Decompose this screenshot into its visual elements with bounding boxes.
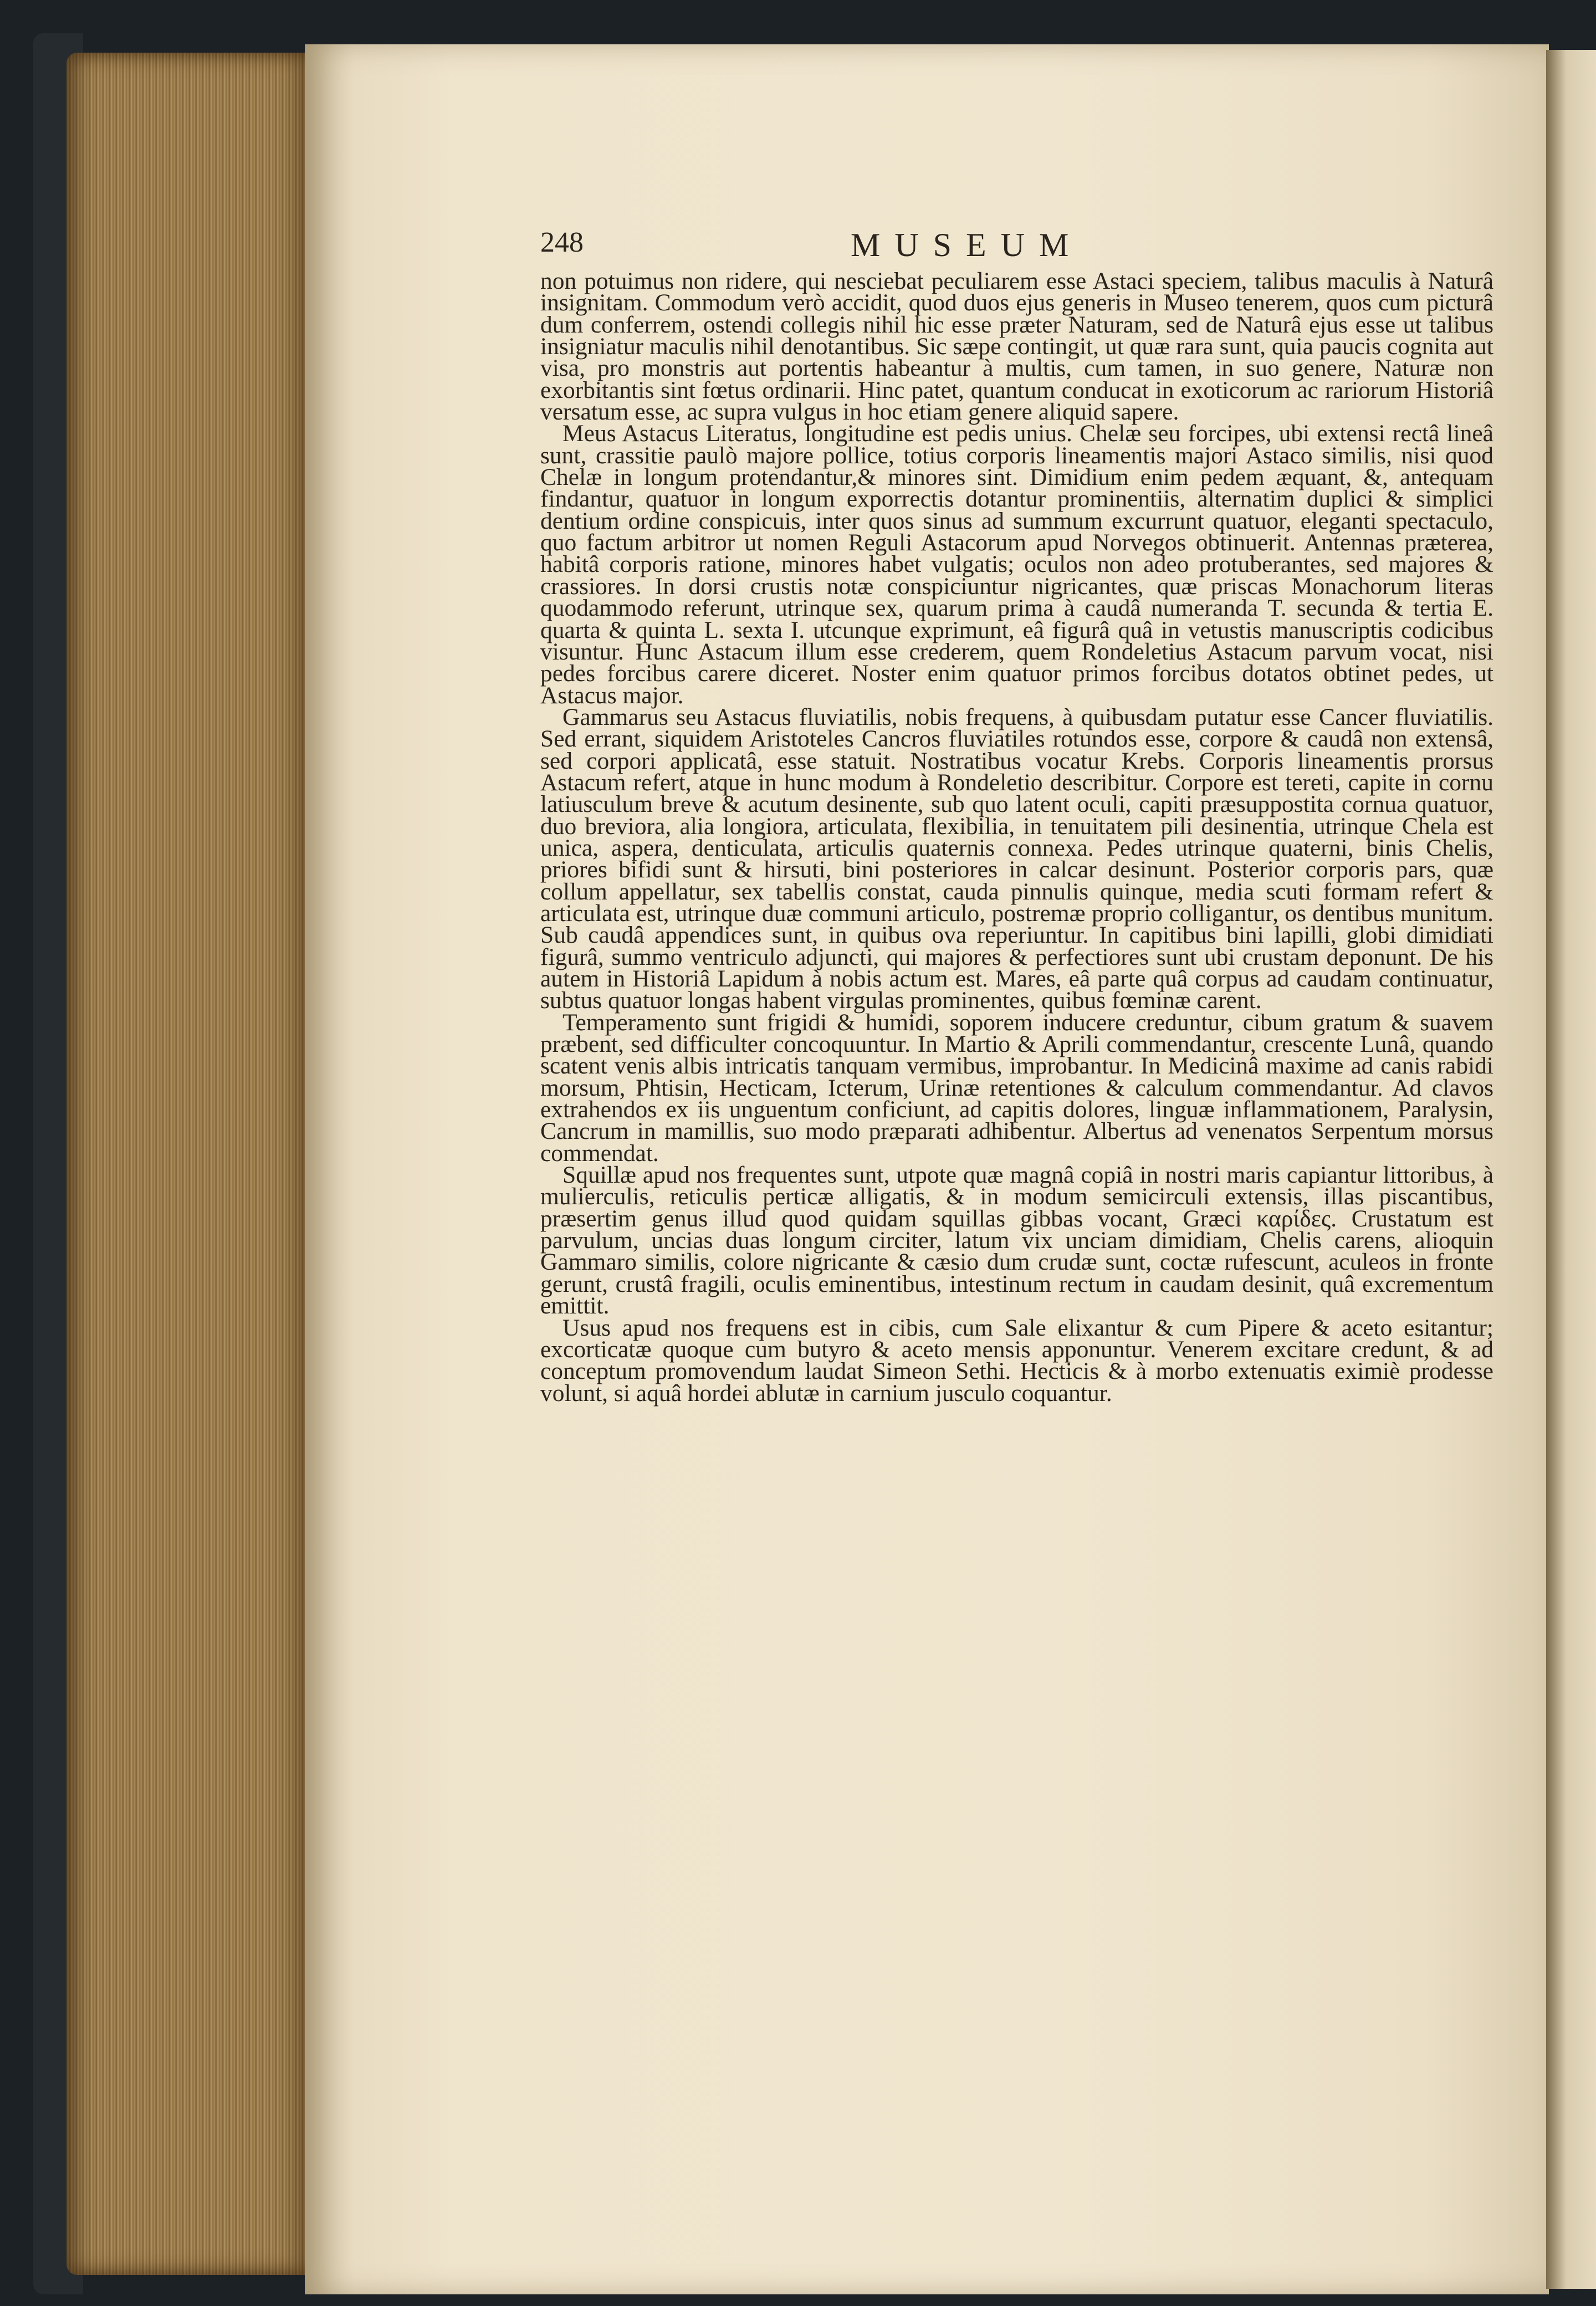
paragraph: non potuimus non ridere, qui nesciebat peculiarem esse Astaci speciem, talibus maculis à Naturâ insignitam. Commodum verò accidit, quod duos ejus generis in Museo tenerem, quos cum picturâ dum conferrem, ostendi collegis nihil hic esse præter Naturam, sed de Naturâ ejus esse ut talibus insigniatur maculis nihil denotantibus. Sic sæpe contingit, ut quæ rara sunt, quia paucis cognita aut visa, pro monstris aut portentis habeantur à multis, cum tamen, in suo genere, Naturæ non exorbitantis sint fœtus ordinarii. Hinc patet, quantum conducat in exoticorum ac rariorum Historiâ versatum esse, ac supra vulgus in hoc etiam genere aliquid sapere. <box>540 268 1493 426</box>
body-text <box>540 268 1493 1407</box>
page-number: 248 <box>540 227 584 258</box>
running-head <box>540 226 1482 265</box>
paragraph: Squillæ apud nos frequentes sunt, utpote quæ magnâ copiâ in nostri maris capiantur littoribus, à mulierculis, reticulis perticæ alligatis, & in modum semicirculi extensis, illas piscantibus, præsertim genus illud quod quidam squillas gibbas vocant, Græci καρίδες. Crustatum est parvulum, uncias duas longum circiter, latum vix unciam dimidiam, Chelis carens, alioquin Gammaro similis, colore nigricante & cæsio dum crudæ sunt, coctæ rufescunt, aculeos in fronte gerunt, crustâ fragili, oculis eminentibus, intestinum rectum in caudam desinit, quâ excrementum emittit. <box>540 1162 1493 1320</box>
page-block-edge <box>66 53 310 2275</box>
paragraph: Temperamento sunt frigidi & humidi, soporem inducere creduntur, cibum gratum & suavem præbent, sed difficulter concoquuntur. In Martio & Aprili commendantur, crescente Lunâ, quando scatent venis albis intricatis tanquam vermibus, improbantur. In Medicinâ maxime ad canis rabidi morsum, Phtisin, Hecticam, Icterum, Urinæ retentiones & calculum commendantur. Ad clavos extrahendos ex iis unguentum conficiunt, ad capitis dolores, linguæ inflammationem, Paralysin, Cancrum in mamillis, suo modo præparati adhibentur. Albertus ad venenatos Serpentum morsus commendat. <box>540 1009 1493 1167</box>
page-title: MUSEUM <box>851 227 1083 263</box>
paragraph: Gammarus seu Astacus fluviatilis, nobis frequens, à quibusdam putatur esse Cancer fluviatilis. Sed errant, siquidem Aristoteles Cancros fluviatiles rotundos esse, corpore & caudâ non extensâ, sed corpori applicatâ, esse statuit. Nostratibus vocatur Krebs. Corporis lineamentis prorsus Astacum refert, atque in hunc modum à Rondeletio describitur. Corpore est tereti, capite in cornu latiusculum breve & acutum desinente, sub quo latent oculi, capiti præsuppostita cornua quatuor, duo breviora, alia longiora, articulata, flexibilia, in tenuitatem pili desinentia, utrinque Chela est unica, aspera, denticulata, articulis quaternis connexa. Pedes utrinque quaterni, binis Chelis, priores bifidi sunt & hirsuti, bini posteriores in calcar desinunt. Posterior corporis pars, quæ collum appellatur, sex tabellis constat, cauda pinnulis quinque, media scuti formam refert & articulata est, utrinque duæ communi articulo, postremæ proprio colligantur, os dentibus munitum. Sub caudâ appendices sunt, in quibus ova reperiuntur. In capitibus bini lapilli, globi dimidiati figurâ, summo ventriculo adjuncti, qui majores & perfectiores sunt ubi crustam deponunt. De his autem in Historiâ Lapidum à nobis actum est. Mares, eâ parte quâ corpus ad caudam continuatur, subtus quatuor longas habent virgulas prominentes, quibus fœminæ carent. <box>540 703 1493 1014</box>
facing-page-edge <box>1546 50 1596 2289</box>
paragraph: Meus Astacus Literatus, longitudine est pedis unius. Chelæ seu forcipes, ubi extensi rectâ lineâ sunt, crassitie paulò majore pollice, totius corporis lineamentis majori Astaco similis, nisi quod Chelæ in longum protendantur,& minores sint. Dimidium enim pedem æquant, &, antequam findantur, quatuor in longum exporrectis dotantur prominentiis, alternatim duplici & simplici dentium ordine conspicuis, inter quos sinus ad summum excurrunt quatuor, eleganti spectaculo, quo factum arbitror ut nomen Reguli Astacorum apud Norvegos obtinuerit. Antennas præterea, habitâ corporis ratione, minores habet vulgatis; oculos non adeo protuberantes, sed majores & crassiores. In dorsi crustis notæ conspiciuntur nigricantes, quæ priscas Monachorum literas quodammodo referunt, utrinque sex, quarum prima à caudâ numeranda T. secunda & tertia E. quarta & quinta L. sexta I. utcunque exprimunt, eâ figurâ quâ in vetustis manuscriptis codicibus visuntur. Hunc Astacum illum esse crederem, quem Rondeletius Astacum parvum vocat, nisi pedes forcibus carere diceret. Noster enim quatuor primos forcibus dotatos obtinet pedes, ut Astacus major. <box>540 420 1493 709</box>
paragraph: Usus apud nos frequens est in cibis, cum Sale elixantur & cum Pipere & aceto esitantur; excorticatæ quoque cum butyro & aceto mensis apponuntur. Venerem excitare credunt, & ad conceptum promovendum laudat Simeon Sethi. Hecticis & à morbo extenuatis eximiè prodesse volunt, si aquâ hordei ablutæ in carnium jusculo coquantur. <box>540 1314 1493 1407</box>
